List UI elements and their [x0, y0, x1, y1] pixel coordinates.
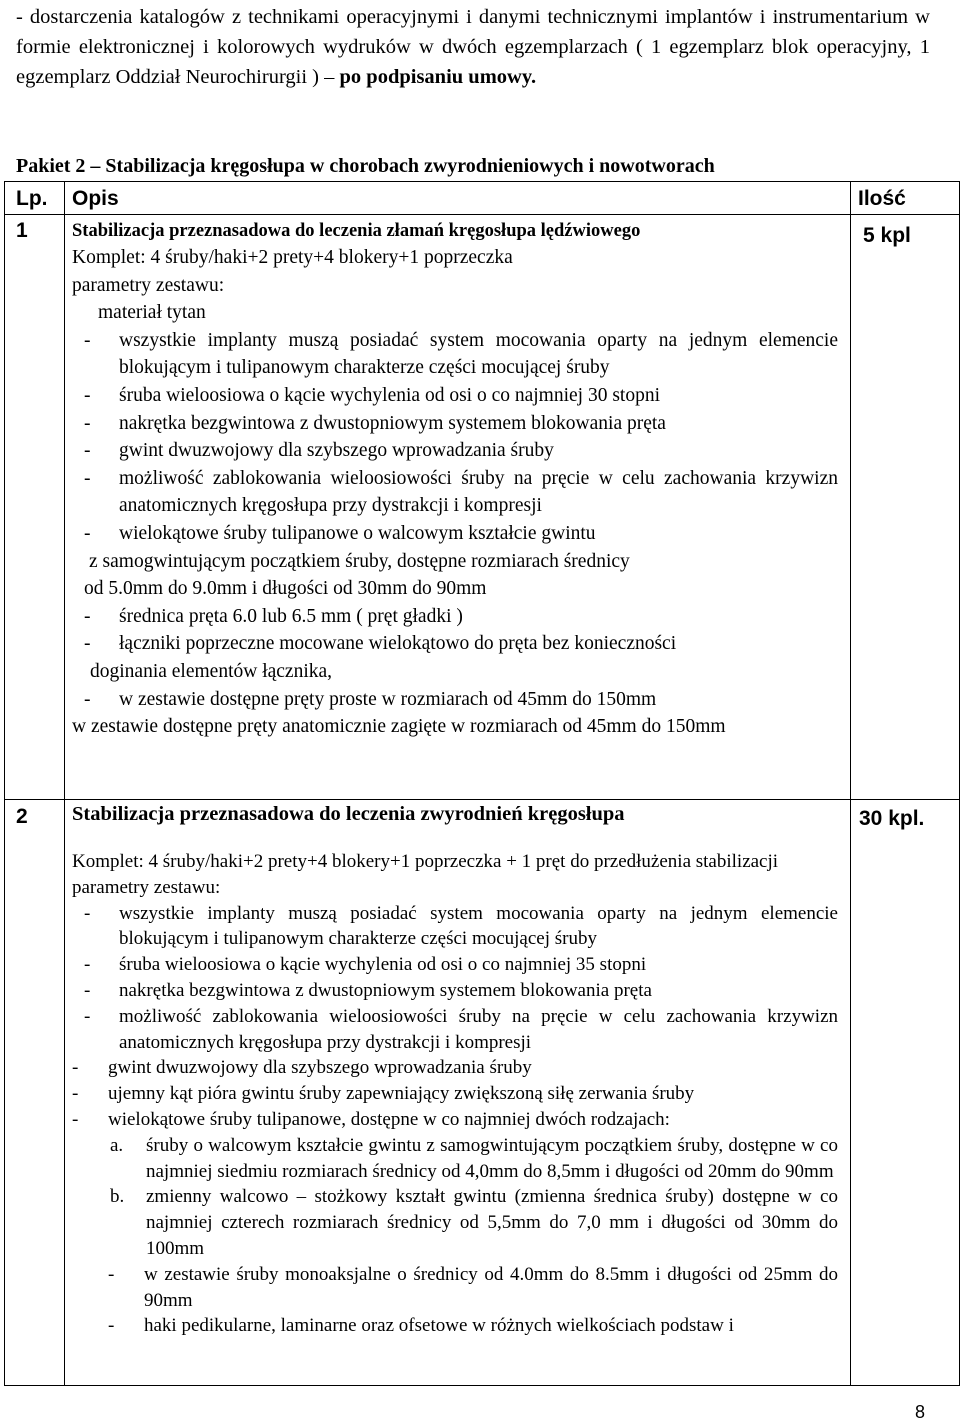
row1-cont1: z samogwintującym początkiem śruby, dostępne rozmiarach średnicy — [89, 550, 630, 572]
list-item: - nakrętka bezgwintowa z dwustopniowym systemem blokowania pręta — [84, 979, 652, 1001]
row1-quantity: 5 kpl — [863, 224, 911, 247]
list-item: - haki pedikularne, laminarne oraz ofsetowe w różnych wielkościach podstaw i — [108, 1315, 734, 1337]
list-item: - wszystkie implanty muszą posiadać system mocowania oparty na jednym elemencie blokującym i tulipanowym charakterze części mocującej śruby — [84, 329, 838, 379]
pakiet-title: Pakiet 2 – Stabilizacja kręgosłupa w chorobach zwyrodnieniowych i nowotworach — [16, 155, 715, 177]
list-item: - gwint dwuzwojowy dla szybszego wprowadzania śruby — [84, 440, 554, 462]
row2-number: 2 — [16, 805, 28, 828]
row1-number: 1 — [16, 219, 28, 242]
row1-cont2: od 5.0mm do 9.0mm i długości od 30mm do 90mm — [84, 578, 487, 600]
table-border-bottom — [4, 1385, 960, 1386]
page-number: 8 — [915, 1402, 926, 1422]
header-opis: Opis — [72, 187, 119, 210]
list-item: - średnica pręta 6.0 lub 6.5 mm ( pręt gładki ) — [84, 605, 463, 627]
list-item: - nakrętka bezgwintowa z dwustopniowym systemem blokowania pręta — [84, 412, 666, 434]
intro-paragraph — [16, 2, 930, 92]
row1-params: parametry zestawu: — [72, 274, 225, 296]
list-item: b. zmienny walcowo – stożkowy kształt gwintu (zmienna średnica śruby) dostępne w co najmniej czterech rozmiarach średnicy od 5,5mm do 7,0 mm i długości od 30mm do 100mm — [110, 1186, 838, 1259]
table-border-left — [4, 181, 5, 1386]
list-item: - możliwość zablokowania wieloosiowości śruby na pręcie w celu zachowania krzywizn anatomicznych kręgosłupa przy dystrakcji i kompresji — [84, 467, 838, 517]
intro-text: - dostarczenia katalogów z technikami operacyjnymi i danymi technicznymi implantów i instrumentarium w formie elektronicznej i kolorowych wydruków w dwóch egzemplarzach ( 1 egzemplarz blok operacyjny, 1 egzemplarz Oddział Neurochirurgii ) – — [16, 6, 930, 88]
col-divider-2 — [850, 181, 851, 1386]
row2-komplet: Komplet: 4 śruby/haki+2 prety+4 blokery+1 poprzeczka + 1 pręt do przedłużenia stabilizacji — [72, 851, 779, 872]
list-item: - wielokątowe śruby tulipanowe, dostępne w co najmniej dwóch rodzajach: — [72, 1108, 670, 1130]
list-item: - ujemny kąt pióra gwintu śruby zapewniający zwiększoną siłę zerwania śruby — [72, 1083, 695, 1105]
list-item: - gwint dwuzwojowy dla szybszego wprowadzania śruby — [72, 1057, 532, 1079]
row1-title: Stabilizacja przeznasadowa do leczenia złamań kręgosłupa lędźwiowego — [72, 221, 641, 241]
header-lp: Lp. — [16, 187, 48, 210]
header-ilosc: Ilość — [858, 187, 906, 210]
col-divider-1 — [64, 181, 65, 1386]
row1-last: w zestawie dostępne pręty anatomicznie zagięte w rozmiarach od 45mm do 150mm — [72, 716, 726, 738]
row1-cont3: doginania elementów łącznika, — [90, 660, 333, 682]
row2-description — [72, 800, 838, 1339]
row1-material: materiał tytan — [98, 302, 206, 324]
list-item: - śruba wieloosiowa o kącie wychylenia od osi o co najmniej 30 stopni — [84, 384, 661, 406]
list-item: - w zestawie śruby monoaksjalne o średnicy od 4.0mm do 8.5mm i długości od 25mm do 90mm — [108, 1263, 838, 1311]
list-item: - śruba wieloosiowa o kącie wychylenia od osi o co najmniej 35 stopni — [84, 954, 647, 976]
list-item: - łączniki poprzeczne mocowane wielokątowo do pręta bez konieczności — [84, 633, 677, 655]
table-header-bottom — [4, 214, 960, 215]
row2-params: parametry zestawu: — [72, 876, 221, 898]
list-item: - wszystkie implanty muszą posiadać system mocowania oparty na jednym elemencie blokującym i tulipanowym charakterze części mocującej śruby — [84, 902, 838, 950]
list-item: - w zestawie dostępne pręty proste w rozmiarach od 45mm do 150mm — [84, 688, 657, 710]
row1-komplet: Komplet: 4 śruby/haki+2 prety+4 blokery+1 poprzeczka — [72, 247, 513, 268]
list-item: - wielokątowe śruby tulipanowe o walcowym kształcie gwintu — [84, 522, 596, 544]
row1-description — [72, 219, 838, 741]
intro-bold: po podpisaniu umowy. — [339, 66, 537, 88]
list-item: a. śruby o walcowym kształcie gwintu z samogwintującym początkiem śruby, dostępne w co najmniej siedmiu rozmiarach średnicy od 4,0mm do 8,5mm i długości od 20mm do 90mm — [110, 1134, 838, 1182]
list-item: - możliwość zablokowania wieloosiowości śruby na pręcie w celu zachowania krzywizn anatomicznych kręgosłupa przy dystrakcji i kompresji — [84, 1005, 838, 1053]
row2-quantity: 30 kpl. — [859, 807, 925, 830]
row2-title: Stabilizacja przeznasadowa do leczenia zwyrodnień kręgosłupa — [72, 803, 625, 825]
table-border-top — [4, 181, 960, 182]
